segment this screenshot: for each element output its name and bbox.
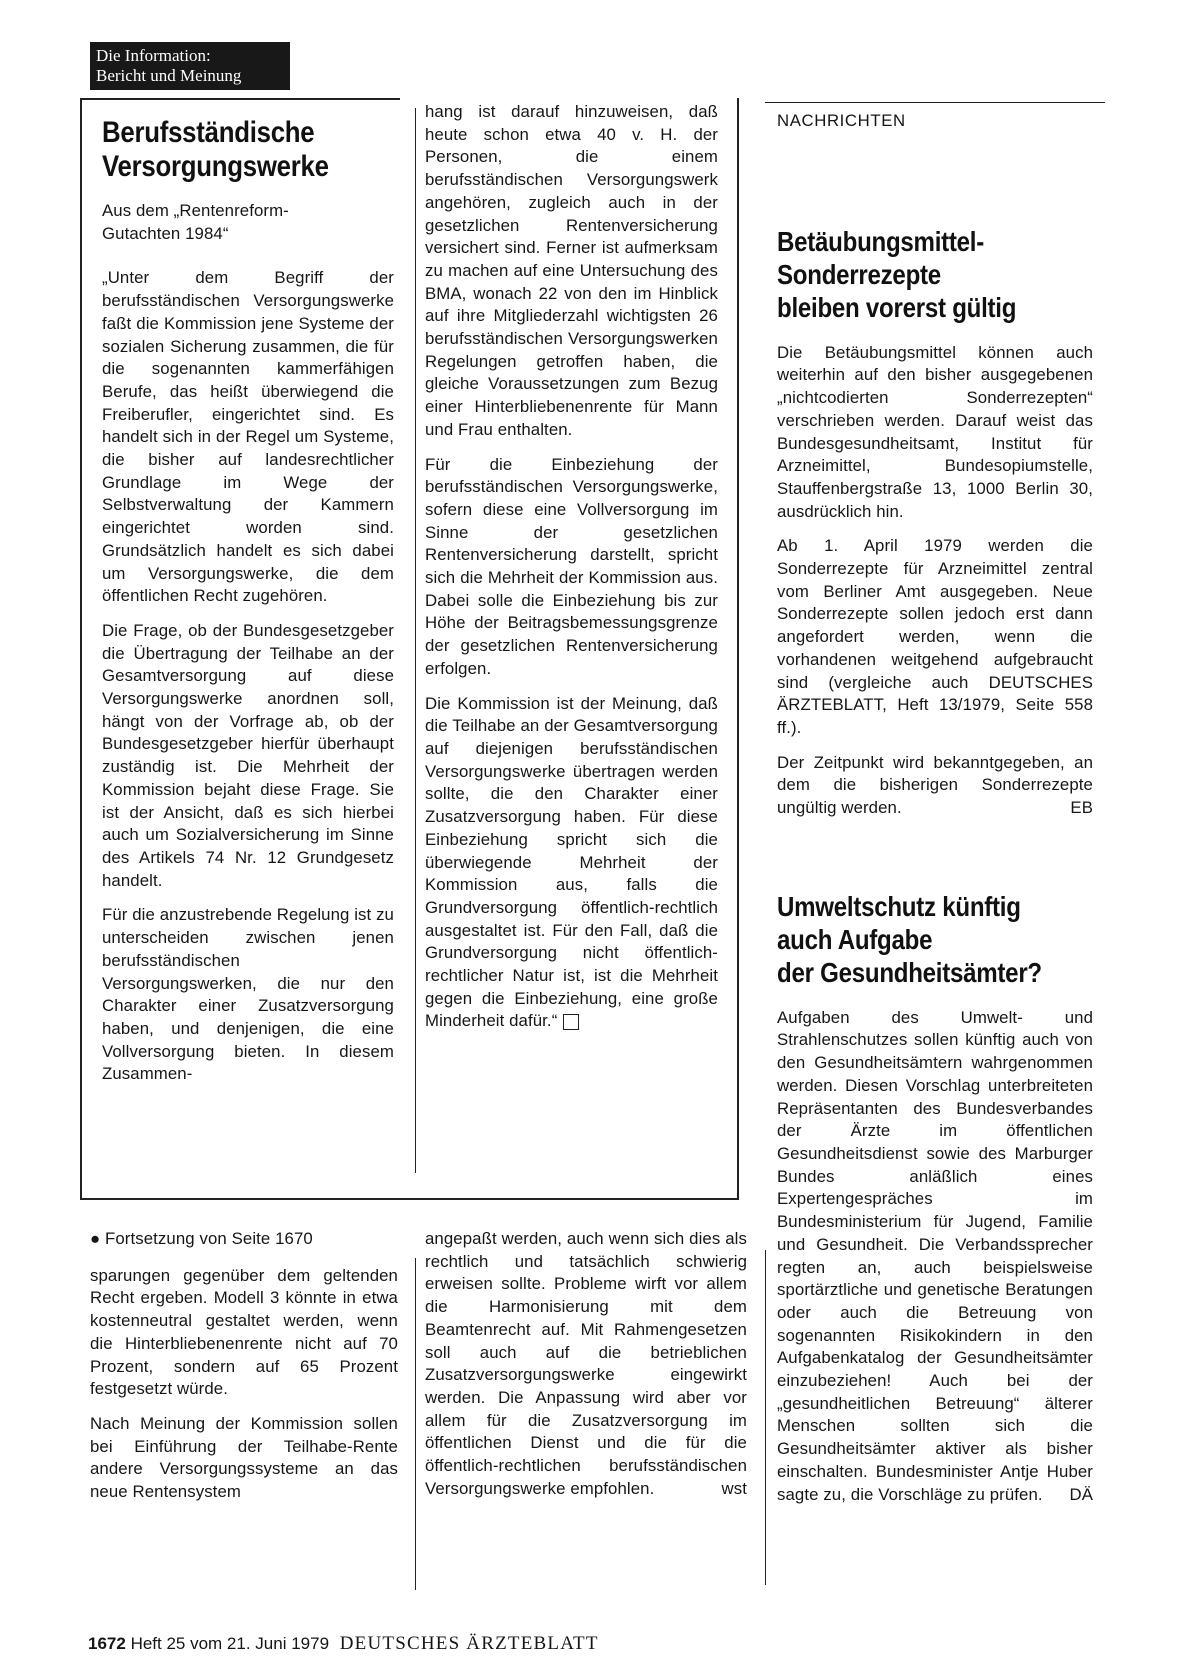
column-divider: [415, 1258, 416, 1590]
paragraph: Ab 1. April 1979 werden die Sonderrezepte für Arzneimittel zentral vom Berliner Amt ausgegeben. Neue Sonderrezepte sollen jedoch erst dann angefordert werden, wenn die vorhandenen weitgehend aufgebraucht sind (vergleiche auch DEUTSCHES ÄRZTEBLATT, Heft 13/1979, Seite 558 ff.).: [777, 536, 1093, 737]
continuation-column-1: [90, 1228, 398, 1504]
news-headline-line: Sonderrezepte: [777, 258, 941, 290]
feature-intro-line: Gutachten 1984“: [102, 223, 229, 243]
news-headline-line: auch Aufgabe: [777, 923, 933, 955]
paragraph: Die Betäubungsmittel können auch weiterhin auf den bisher ausgegebenen „nichtcodierten Sonderrezepten“ verschrieben werden. Darauf weist das Bundesgesundheitsamt, Institut für Arzneimittel, Bundesopiumstelle, Stauffenbergstraße 13, 1000 Berlin 30, ausdrücklich hin.: [777, 342, 1093, 521]
paragraph-text: Die Kommission ist der Meinung, daß die Teilhabe an der Gesamtversorgung auf diejenigen berufsständischen Versorgungswerke übertragen werden sollte, die den Charakter einer Zusatzversorgung haben. Für diese Einbeziehung spricht sich die überwiegende Mehrheit der Kommission aus, falls die Grundversorgung öffentlich-rechtlich ausgestaltet ist. Für den Fall, daß die Grundversorgung nicht öffentlich-rechtlicher Natur ist, ist die Mehrheit gegen die Einbeziehung, eine große Minderheit dafür.“: [425, 693, 718, 1031]
paragraph: sparungen gegenüber dem geltenden Recht ergeben. Modell 3 könnte in etwa kostenneutral gestaltet werden, wenn die Hinterbliebenenrente nicht auf 70 Prozent, sondern auf 65 Prozent festgesetzt würde.: [90, 1265, 398, 1399]
news-headline-line: Betäubungsmittel-: [777, 225, 984, 257]
paragraph: [777, 1007, 1093, 1506]
paragraph: [777, 752, 1093, 820]
end-mark-icon: [563, 1014, 579, 1030]
author-sign: DÄ: [1069, 1484, 1093, 1504]
section-rule: [765, 102, 1105, 103]
paragraph: Für die Einbeziehung der berufsständischen Versorgungswerke, sofern diese eine Vollversorgung im Sinne der gesetzlichen Rentenversicherung darstellt, spricht sich die Mehrheit der Kommission aus. Dabei solle die Einbeziehung bis zur Höhe der Beitragsbemessungsgrenze der gesetzlichen Rentenversicherung erfolgen.: [425, 454, 718, 678]
page-number: 1672: [88, 1634, 126, 1653]
magazine-name: DEUTSCHES ÄRZTEBLATT: [339, 1633, 599, 1654]
column-divider: [415, 108, 416, 1173]
paragraph: „Unter dem Begriff der berufsständischen Versorgungswerke faßt die Kommission jene Systeme der sozialen Sicherung zusammen, die für die sogenannten kammerfähigen Berufe, das heißt überwiegend die Freiberufler, eingerichtet sind. Es handelt sich in der Regel um Systeme, die bisher auf landesrechtlicher Grundlage im Wege der Selbstverwaltung der Kammern eingerichtet worden sind. Grundsätzlich handelt es sich dabei um Versorgungswerke, die dem öffentlichen Recht zugehören.: [102, 268, 394, 606]
section-badge-line2: Bericht und Meinung: [96, 66, 242, 85]
news-column: [777, 110, 1093, 1506]
news-headline-2: [777, 890, 1092, 989]
column-divider: [765, 1250, 766, 1585]
paragraph: [425, 1228, 747, 1500]
feature-headline-line: Berufsständische: [102, 116, 315, 149]
news-headline-line: bleiben vorerst gültig: [777, 291, 1017, 323]
paragraph: Für die anzustrebende Regelung ist zu unterscheiden zwischen jenen berufsständischen Versorgungswerken, die nur den Charakter einer Zusatzversorgung haben, und denjenigen, die eine Vollversorgung bieten. In diesem Zusammen-: [102, 905, 394, 1084]
section-label: NACHRICHTEN: [777, 111, 906, 130]
news-headline-line: Umweltschutz künftig: [777, 890, 1021, 922]
feature-headline: [102, 116, 393, 184]
paragraph: hang ist darauf hinzuweisen, daß heute schon etwa 40 v. H. der Personen, die einem berufsständischen Versorgungswerk angehören, zugleich auch in der gesetzlichen Rentenversicherung versichert sind. Ferner ist aufmerksam zu machen auf eine Untersuchung des BMA, wonach 22 von den im Hinblick auf ihre Mitgliederzahl wichtigsten 26 berufsständischen Versorgungswerken Regelungen getroffen haben, die gleiche Voraussetzungen zum Bezug einer Hinterbliebenenrente für Mann und Frau enthalten.: [425, 102, 718, 439]
paragraph: Die Frage, ob der Bundesgesetzgeber die Übertragung der Teilhabe an der Gesamtversorgung auf diese Versorgungswerke anordnen soll, hängt von der Vorfrage ab, ob der Bundesgesetzgeber hierfür überhaupt zuständig ist. Die Mehrheit der Kommission bejaht diese Frage. Sie ist der Ansicht, daß es sich hierbei auch um Sozialversicherung im Sinne des Artikels 74 Nr. 12 Grundgesetz handelt.: [102, 620, 394, 890]
section-badge: [90, 42, 290, 90]
continuation-column-2: [425, 1228, 747, 1500]
continuation-note: ● Fortsetzung von Seite 1670: [90, 1229, 313, 1248]
feature-headline-line: Versorgungswerke: [102, 150, 329, 183]
news-headline-1: [777, 225, 1092, 324]
page-footer: [88, 1633, 599, 1655]
news-headline-line: der Gesundheitsämter?: [777, 956, 1042, 988]
issue-info: Heft 25 vom 21. Juni 1979: [130, 1634, 330, 1653]
feature-column-2: [425, 101, 718, 1033]
feature-intro: [102, 200, 394, 245]
paragraph: [425, 693, 718, 1034]
section-badge-line1: Die Information:: [96, 46, 211, 65]
author-sign: wst: [721, 1478, 747, 1498]
feature-column-1: [102, 116, 394, 1086]
paragraph-text: Der Zeitpunkt wird bekanntgegeben, an dem die bisherigen Sonderrezepte ungültig werden.: [777, 752, 1093, 818]
paragraph-text: angepaßt werden, auch wenn sich dies als rechtlich und tatsächlich schwierig erweisen sollte. Probleme wirft vor allem die Harmonisierung mit dem Beamtenrecht auf. Mit Rahmengesetzen soll auch auf die betrieblichen Zusatzversorgungswerke eingewirkt werden. Die Anpassung wird aber vor allem für die Zusatzversorgung im öffentlichen Dienst und die für die öffentlich-rechtlichen berufsständischen Versorgungswerke empfohlen.: [425, 1229, 747, 1498]
feature-intro-line: Aus dem „Rentenreform-: [102, 201, 289, 220]
author-sign: EB: [1070, 798, 1093, 818]
paragraph-text: Aufgaben des Umwelt- und Strahlenschutzes sollen künftig auch von den Gesundheitsämtern wahrgenommen werden. Diesen Vorschlag unterbreiteten Repräsentanten des Bundesverbandes der Ärzte im öffentlichen Gesundheitsdienst sowie des Marburger Bundes anläßlich eines Expertengespräches im Bundesministerium für Jugend, Familie und Gesundheit. Die Verbandssprecher regten an, auch beispielsweise sportärztliche und genetische Beratungen oder auch die Betreuung von sogenannten Risikokindern in den Aufgabenkatalog der Gesundheitsämter einzubeziehen! Auch bei der „gesundheitlichen Betreuung“ älterer Menschen sollten sich die Gesundheitsämter aktiver als bisher einschalten. Bundesminister Antje Huber sagte zu, die Vorschläge zu prüfen.: [777, 1007, 1093, 1504]
paragraph: Nach Meinung der Kommission sollen bei Einführung der Teilhabe-Rente andere Versorgungssysteme an das neue Rentensystem: [90, 1413, 398, 1502]
